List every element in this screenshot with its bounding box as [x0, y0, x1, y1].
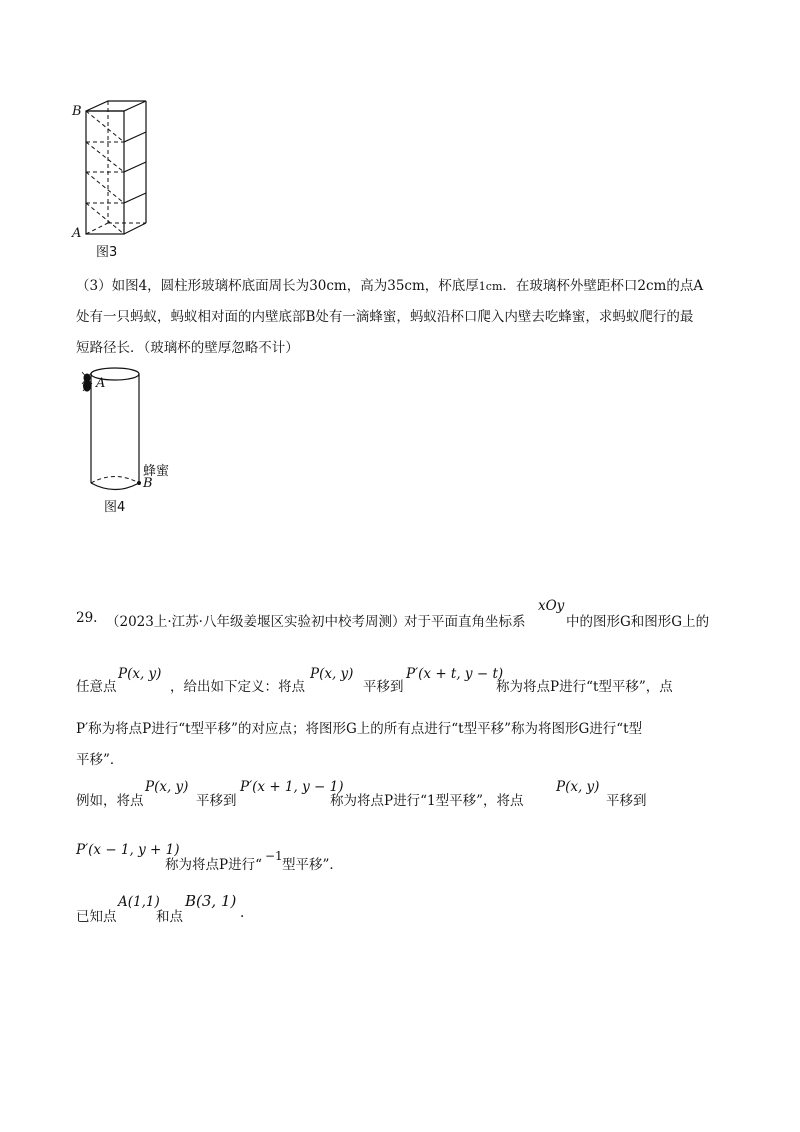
- question-3-line-3: 短路径长．（玻璃杯的壁厚忽略不计）: [76, 340, 299, 356]
- figure-4-label-honey: 蜂蜜: [143, 464, 170, 479]
- question-3-line-2: 处有一只蚂蚁，蚂蚁相对面的内壁底部B处有一滴蜂蜜，蚂蚁沿杯口爬入内壁去吃蜂蜜，求蚂蚁爬行的最: [76, 309, 694, 325]
- figure-3-label-a: A: [72, 226, 82, 241]
- formula-pxy-1: P(x, y): [118, 666, 162, 682]
- line2-text-a: 任意点: [76, 679, 117, 695]
- q3-text-b: ，高为: [346, 278, 388, 294]
- formula-p-prime-minus-1: P′(x − 1, y + 1): [76, 842, 180, 858]
- formula-point-b: B(3, 1): [185, 892, 237, 910]
- xoy-formula: xOy: [538, 598, 565, 614]
- formula-pxy-3: P(x, y): [145, 779, 189, 795]
- line6-text-a: 称为将点P进行“: [165, 857, 262, 873]
- line4-text: 平移”．: [76, 752, 124, 768]
- q3-bottom-thickness: 1cm: [478, 280, 503, 293]
- question-29-number: 29.: [76, 610, 98, 626]
- line2-text-c: 平移到: [363, 679, 404, 695]
- line7-text-a: 已知点: [76, 909, 117, 925]
- figure-3-caption: 图3: [96, 245, 118, 260]
- q3-distance: 2cm: [637, 278, 667, 294]
- question-29-source: （2023上·江苏·八年级姜堰区实验初中校考周测）: [106, 614, 406, 630]
- line3-text: P′称为将点P进行“t型平移”的对应点；将图形G上的所有点进行“t型平移”称为将图形G进行“t型: [76, 721, 643, 737]
- line2-text-b: ，给出如下定义：将点: [170, 679, 305, 695]
- question-29-text-1: 对于平面直角坐标系: [404, 614, 526, 630]
- figure-4-drawing: [0, 0, 800, 520]
- line5-text-a: 例如，将点: [76, 793, 144, 809]
- question-29-text-2: 中的图形G和图形G上的: [566, 614, 710, 630]
- figure-4-label-a: A: [96, 376, 106, 391]
- line7-text-c: .: [240, 905, 245, 921]
- q3-circumference: 30cm: [309, 278, 347, 294]
- formula-pxy-2: P(x, y): [310, 666, 354, 682]
- q3-text-a: （3）如图4，圆柱形玻璃杯底面周长为: [76, 278, 310, 294]
- line2-text-d: 称为将点P进行“t型平移”，点: [496, 679, 673, 695]
- formula-point-a: A(1,1): [118, 894, 160, 910]
- line5-text-b: 平移到: [196, 793, 237, 809]
- honey-point: [137, 481, 141, 485]
- q3-text-e: 的点A: [666, 278, 704, 294]
- figure-4-caption: 图4: [104, 500, 126, 515]
- formula-pxy-4: P(x, y): [556, 779, 600, 795]
- line5-text-c: 称为将点P进行“1型平移”，将点: [330, 793, 524, 809]
- line6-text-b: 型平移”．: [282, 857, 343, 873]
- figure-3-label-b: B: [72, 104, 82, 119]
- line7-text-b: 和点: [156, 909, 183, 925]
- q3-height: 35cm: [387, 278, 425, 294]
- formula-p-prime-t: P′(x + t, y − t): [406, 666, 504, 682]
- line5-text-d: 平移到: [606, 793, 647, 809]
- formula-minus-one: −1: [265, 849, 283, 863]
- formula-p-prime-1: P′(x + 1, y − 1): [240, 779, 344, 795]
- q3-text-c: ，杯底厚: [424, 278, 479, 294]
- figure-4-label-b: B: [143, 476, 153, 491]
- q3-text-d: ．在玻璃杯外壁距杯口: [502, 278, 638, 294]
